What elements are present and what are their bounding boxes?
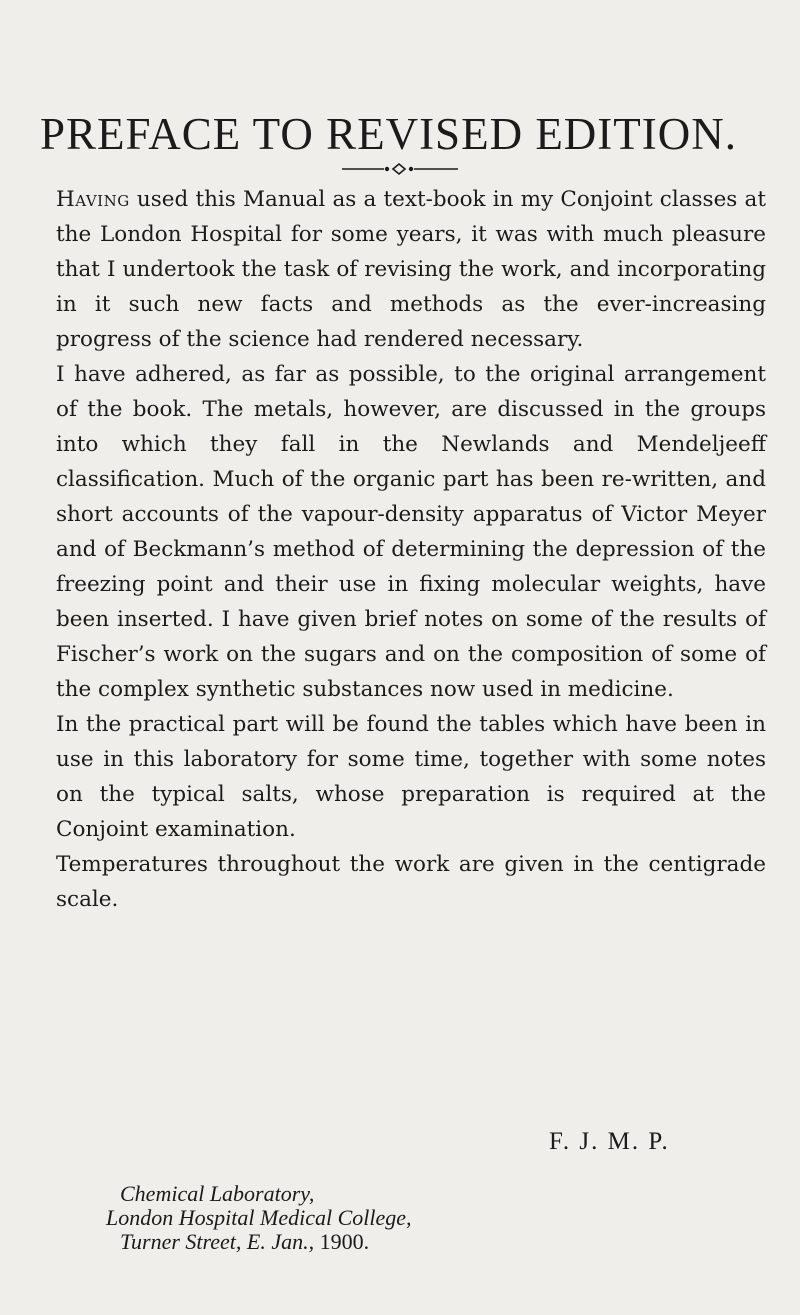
preface-body <box>56 182 766 917</box>
author-initials: F. J. M. P. <box>549 1128 670 1155</box>
address-line-3 <box>120 1230 412 1254</box>
address-line-1: Chemical Laboratory, <box>120 1181 315 1206</box>
address-line-2: London Hospital Medical College, <box>106 1205 412 1230</box>
page-title: PREFACE TO REVISED EDITION. <box>40 109 738 159</box>
paragraph-4 <box>56 847 766 917</box>
paragraph-3 <box>56 707 766 847</box>
paragraph-2 <box>56 357 766 707</box>
paragraph-2-text: I have adhered, as far as possible, to the original arrangement of the book. The metals, however, are discussed in the groups into which they fall in the Newlands and Mendeljeeff classification. Much of the organic part has been re-written, and short accounts of the vapour-density apparatus of Victor Meyer and of Beckmann’s method of determining the depression of the freezing point and their use in fixing molecular weights, have been inserted. I have given brief notes on some of the results of Fischer’s work on the sugars and on the composition of some of the complex synthetic substances now used in medicine. <box>56 362 766 702</box>
first-word: Having <box>56 187 130 212</box>
ornament-divider <box>342 161 458 177</box>
address-line-3-text: Turner Street, E. Jan., <box>120 1229 315 1254</box>
paragraph-3-text: In the practical part will be found the tables which have been in use in this laboratory for some time, together with some notes on the typical salts, whose preparation is required at the Conjoint examination. <box>56 712 766 842</box>
address-block <box>106 1181 412 1254</box>
paragraph-4-text: Temperatures throughout the work are given in the centigrade scale. <box>56 852 766 912</box>
paragraph-1-text: used this Manual as a text-book in my Conjoint classes at the London Hospital for some years, it was with much pleasure that I undertook the task of revising the work, and incorporating in it such new facts and methods as the ever-increasing progress of the science had rendered necessary. <box>56 187 766 352</box>
date-year: 1900. <box>319 1229 370 1254</box>
paragraph-1 <box>56 182 766 357</box>
